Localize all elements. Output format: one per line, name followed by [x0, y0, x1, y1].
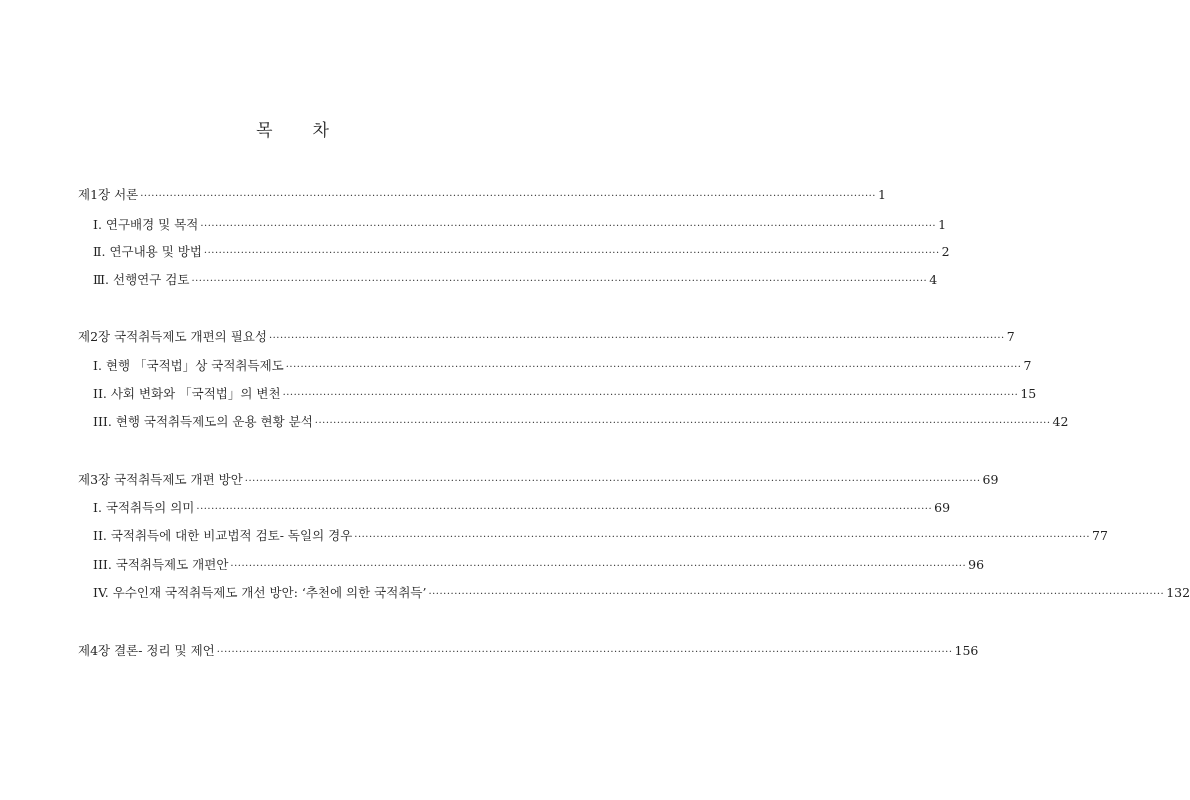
- toc-item-1-3[interactable]: [93, 272, 938, 290]
- toc-chapter-2[interactable]: [78, 329, 1015, 347]
- dot-leader: ········································································································································································································: [196, 504, 933, 515]
- dot-leader: ········································································································································································································: [354, 532, 1091, 543]
- toc-item-3-3[interactable]: [93, 557, 985, 575]
- dot-leader: ········································································································································································································: [191, 276, 928, 287]
- toc-item-2-3[interactable]: [93, 414, 1069, 432]
- toc-item-label: IV. 우수인재 국적취득제도 개선 방안: ‘추천에 의한 국적취득’: [93, 585, 427, 600]
- toc-chapter-1[interactable]: [78, 187, 886, 205]
- toc-chapter-label: 제2장 국적취득제도 개편의 필요성: [78, 329, 267, 344]
- toc-item-label: II. 국적취득에 대한 비교법적 검토- 독일의 경우: [93, 528, 353, 543]
- toc-item-3-2[interactable]: [93, 528, 1108, 546]
- toc-item-label: II. 사회 변화와 「국적법」의 변천: [93, 386, 281, 401]
- toc-page-number: 42: [1052, 414, 1069, 429]
- toc-chapter-label: 제4장 결론- 정리 및 제언: [78, 643, 215, 658]
- toc-page-number: 1: [877, 187, 886, 202]
- dot-leader: ········································································································································································································: [282, 390, 1019, 401]
- dot-leader: ········································································································································································································: [140, 191, 876, 202]
- toc-page-number: 69: [934, 500, 951, 515]
- toc-item-2-1[interactable]: [93, 358, 1032, 376]
- toc-chapter-label: 제1장 서론: [78, 187, 139, 202]
- toc-item-label: I. 국적취득의 의미: [93, 500, 195, 515]
- dot-leader: ········································································································································································································: [268, 333, 1005, 344]
- toc-item-label: I. 현행 「국적법」상 국적취득제도: [93, 358, 284, 373]
- dot-leader: ········································································································································································································: [428, 589, 1165, 600]
- dot-leader: ········································································································································································································: [203, 248, 940, 259]
- toc-page-number: 156: [954, 643, 979, 658]
- dot-leader: ········································································································································································································: [285, 362, 1022, 373]
- toc-page-number: 1: [938, 217, 947, 232]
- toc-page-number: 132: [1166, 585, 1190, 600]
- toc-item-3-1[interactable]: [93, 500, 951, 518]
- dot-leader: ········································································································································································································: [216, 647, 953, 658]
- toc-chapter-label: 제3장 국적취득제도 개편 방안: [78, 472, 243, 487]
- toc-page-number: 2: [941, 244, 950, 259]
- toc-page-number: 15: [1020, 386, 1037, 401]
- dot-leader: ········································································································································································································: [230, 561, 967, 572]
- toc-item-label: Ⅰ. 연구배경 및 목적: [93, 217, 199, 232]
- toc-title-right: 차: [312, 121, 329, 141]
- toc-item-3-4[interactable]: [93, 585, 1190, 603]
- dot-leader: ········································································································································································································: [314, 418, 1051, 429]
- toc-item-1-1[interactable]: [93, 217, 947, 235]
- toc-item-label: III. 국적취득제도 개편안: [93, 557, 229, 572]
- toc-item-2-2[interactable]: [93, 386, 1037, 404]
- dot-leader: ········································································································································································································: [244, 476, 981, 487]
- toc-page-number: 4: [929, 272, 938, 287]
- dot-leader: ········································································································································································································: [200, 221, 937, 232]
- toc-page-number: 96: [968, 557, 985, 572]
- toc-item-1-2[interactable]: [93, 244, 950, 262]
- toc-page-number: 69: [982, 472, 999, 487]
- toc-page-number: 7: [1023, 358, 1032, 373]
- toc-item-label: III. 현행 국적취득제도의 운용 현황 분석: [93, 414, 313, 429]
- toc-page-number: 77: [1092, 528, 1108, 543]
- toc-item-label: Ⅲ. 선행연구 검토: [93, 272, 190, 287]
- toc-item-label: Ⅱ. 연구내용 및 방법: [93, 244, 202, 259]
- toc-page-number: 7: [1006, 329, 1015, 344]
- toc-chapter-3[interactable]: [78, 472, 999, 490]
- toc-chapter-4[interactable]: [78, 643, 979, 661]
- toc-title-left: 목: [256, 121, 273, 141]
